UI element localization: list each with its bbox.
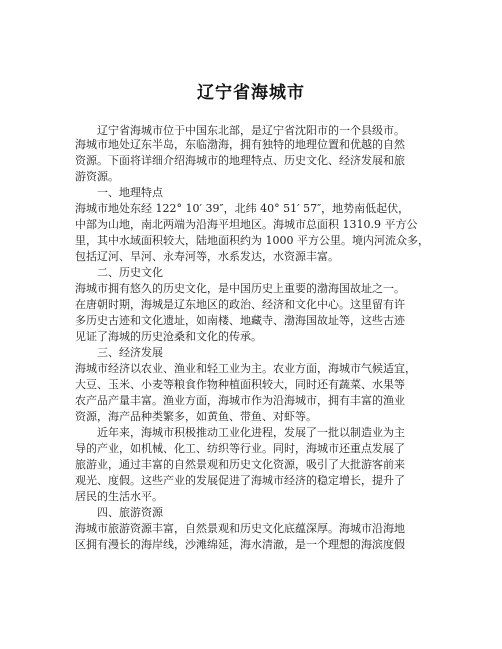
paragraph-line: 一、地理特点 [75, 186, 163, 199]
paragraph-line: 居民的生活水平。 [75, 490, 163, 503]
paragraph-line: 导的产业，如机械、化工、纺织等行业。同时，海城市还重点发展了 [75, 442, 405, 455]
paragraph-line: 海城市地处东经 122° 10′ 39″，北纬 40° 51′ 57″，地势南低起伏， [75, 202, 410, 215]
document-title: 辽宁省海城市 [197, 83, 305, 103]
paragraph-line: 海城市地处辽东半岛，东临渤海，拥有独特的地理位置和优越的自然 [75, 138, 405, 151]
paragraph-line: 资源。下面将详细介绍海城市的地理特点、历史文化、经济发展和旅 [75, 154, 405, 167]
paragraph-line: 资源，海产品种类繁多，如黄鱼、带鱼、对虾等。 [75, 410, 317, 423]
paragraph-line: 二、历史文化 [75, 266, 163, 279]
paragraph-line: 旅游业，通过丰富的自然景观和历史文化资源，吸引了大批游客前来 [75, 458, 405, 471]
paragraph-line: 游资源。 [75, 170, 119, 183]
paragraph-line: 中部为山地，南北两端为沿海平坦地区。海城市总面积 1310.9 平方公 [75, 218, 418, 231]
paragraph-line: 包括辽河、旱河、永寿河等，水系发达，水资源丰富。 [75, 250, 339, 263]
paragraph-line: 海城市拥有悠久的历史文化，是中国历史上重要的渤海国故址之一。 [75, 282, 405, 295]
paragraph-line: 见证了海城的历史沧桑和文化的传承。 [75, 330, 262, 343]
paragraph-line: 区拥有漫长的海岸线，沙滩绵延，海水清澈，是一个理想的海滨度假 [75, 538, 405, 551]
paragraph-line: 辽宁省海城市位于中国东北部，是辽宁省沈阳市的一个县级市。 [75, 124, 405, 137]
paragraph-line: 四、旅游资源 [75, 506, 163, 519]
paragraph-line: 三、经济发展 [75, 346, 163, 359]
paragraph-line: 海城市经济以农业、渔业和轻工业为主。农业方面，海城市气候适宜， [75, 362, 416, 375]
paragraph-line: 大豆、玉米、小麦等粮食作物种植面积较大，同时还有蔬菜、水果等 [75, 378, 405, 391]
paragraph-line: 多历史古迹和文化遗址，如南楼、地藏寺、渤海国故址等，这些古迹 [75, 314, 405, 327]
paragraph-line: 观光、度假。这些产业的发展促进了海城市经济的稳定增长，提升了 [75, 474, 405, 487]
paragraph-line: 农产品产量丰富。渔业方面，海城市作为沿海城市，拥有丰富的渔业 [75, 394, 405, 407]
paragraph-line: 里，其中水域面积较大，陆地面积约为 1000 平方公里。境内河流众多， [75, 234, 429, 247]
paragraph-line: 海城市旅游资源丰富，自然景观和历史文化底蕴深厚。海城市沿海地 [75, 522, 405, 535]
paragraph-line: 近年来，海城市积极推动工业化进程，发展了一批以制造业为主 [75, 426, 405, 439]
paragraph-line: 在唐朝时期，海城是辽东地区的政治、经济和文化中心。这里留有许 [75, 298, 405, 311]
